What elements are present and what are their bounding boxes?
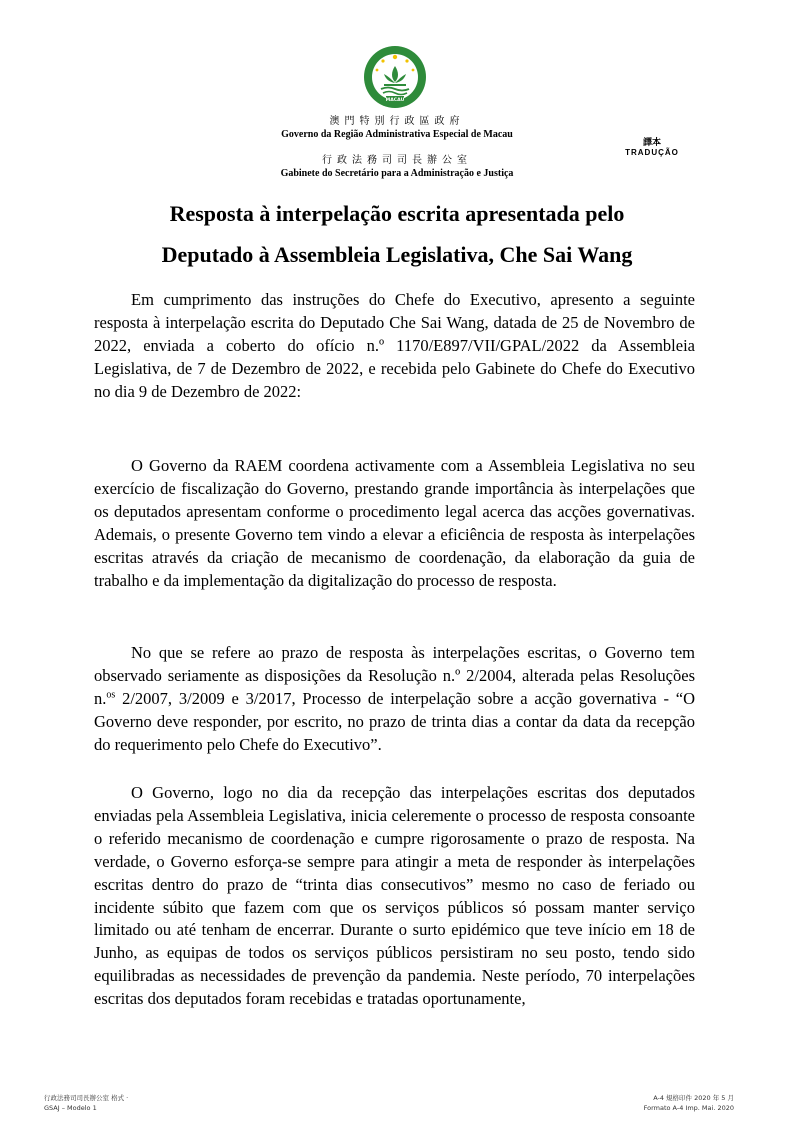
footer-form-code: GSAJ – Modelo 1 xyxy=(44,1104,97,1112)
office-name-portuguese: Gabinete do Secretário para a Administração e Justiça xyxy=(280,168,514,179)
footer-format-chinese: A-4 規格印件 2020 年 5 月 xyxy=(653,1094,734,1102)
translation-label-portuguese: TRADUÇÃO xyxy=(625,148,679,157)
paragraph-1: Em cumprimento das instruções do Chefe do Executivo, apresento a seguinte resposta à interpelação escrita do Deputado Che Sai Wang, datada de 25 de Novembro de 2022, enviada a coberto do ofício n.º 1170/E897/VII/GPAL/2022 da Assembleia Legislativa, de 7 de Dezembro de 2022, e recebida pelo Gabinete do Chefe do Executivo no dia 9 de Dezembro de 2022: xyxy=(94,290,695,401)
paragraph-4: O Governo, logo no dia da recepção das interpelações escritas dos deputados enviadas pela Assembleia Legislativa, inicia celeremente o processo de resposta consoante o referido mecanismo de coordenação e cumpre rigorosamente o prazo de resposta. Na verdade, o Governo esforça-se sempre para atingir a meta de responder às interpelações escritas dentro do prazo de “trinta dias consecutivos” mesmo no caso de feriado ou incidente súbito que fazem com que os serviços públicos só possam manter serviço limitado ou até tenham de encerrar. Durante o surto epidémico que teve início em 18 de Junho, as equipas de todos os serviços públicos persistiram no seu posto, tendo sido equilibradas as necessidades de prevenção da pandemia. Neste período, 70 interpelações escritas dos deputados foram recebidas e tratadas oportunamente, xyxy=(94,783,695,1009)
macau-emblem-logo xyxy=(362,44,428,110)
government-name-portuguese: Governo da Região Administrativa Especial de Macau xyxy=(281,129,513,140)
emblem-text: MACAU xyxy=(385,98,405,103)
document-title-line-1: Resposta à interpelação escrita apresentada pelo xyxy=(169,201,625,226)
translation-label-chinese: 譯本 xyxy=(642,138,661,148)
paragraph-3-superscript: os xyxy=(106,689,116,701)
paragraph-2: O Governo da RAEM coordena activamente com a Assembleia Legislativa no seu exercício de fiscalização do Governo, prestando grande importância às interpelações que os deputados apresentam conforme o procedimento legal acerca das acções governativas. Ademais, o presente Governo tem vindo a elevar a eficiência de resposta às interpelações escritas através da criação de mecanismo de coordenação, da elaboração da guia de trabalho e da implementação da digitalização do processo de resposta. xyxy=(94,456,695,590)
footer-form-name: 行政法務司司長辦公室 格式 · xyxy=(44,1094,129,1102)
paragraph-3 xyxy=(94,642,695,757)
footer-format-portuguese: Formato A-4 Imp. Mai. 2020 xyxy=(643,1104,734,1112)
document-title-line-2: Deputado à Assembleia Legislativa, Che Sai Wang xyxy=(161,242,633,267)
government-name-chinese: 澳門特別行政區政府 xyxy=(329,116,465,127)
paragraph-3-part-b: 2/2007, 3/2009 e 3/2017, Processo de interpelação sobre a acção governativa - “O Governo deve responder, por escrito, no prazo de trinta dias a contar da data da recepção do requerimento pelo Chefe do Executivo”. xyxy=(94,688,695,754)
office-name-chinese: 行政法務司司長辦公室 xyxy=(322,155,472,166)
paragraph-3-part-a: No que se refere ao prazo de resposta às interpelações escritas, o Governo tem observado seriamente as disposições da Resolução n.º 2/2004, alterada pelas Resoluções n. xyxy=(94,643,695,708)
